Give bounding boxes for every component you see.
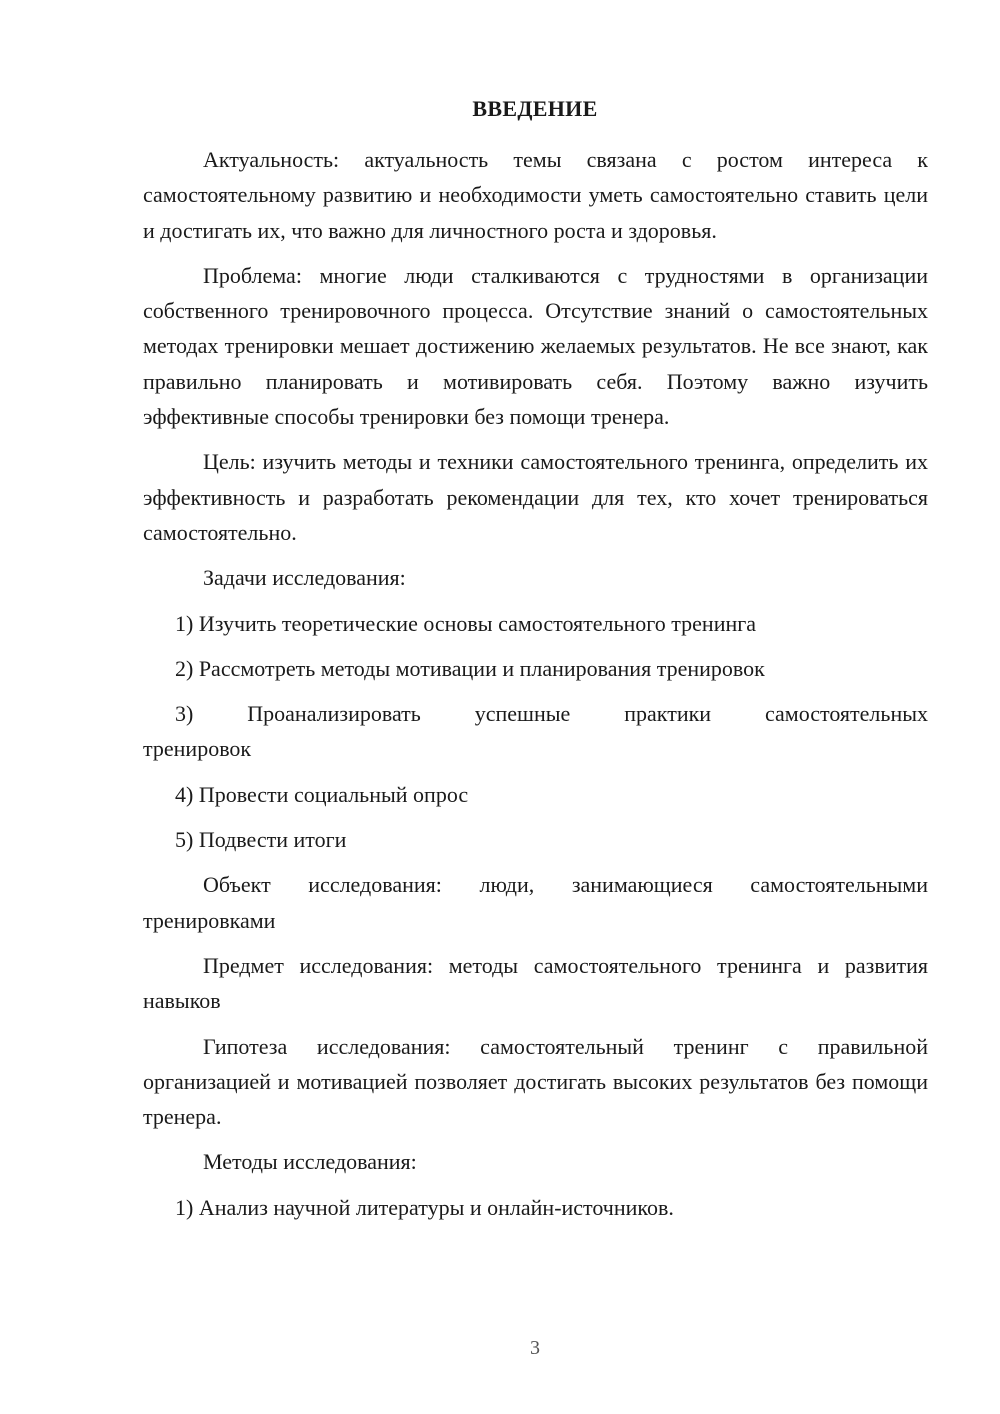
subject-paragraph: Предмет исследования: методы самостоятельного тренинга и развития навыков	[143, 952, 928, 1014]
relevance-paragraph: Актуальность: актуальность темы связана с ростом интереса к самостоятельному развитию и необходимости уметь самостоятельно ставить цели и достигать их, что важно для личностного роста и здоровья.	[143, 147, 928, 243]
list-item: 1) Анализ научной литературы и онлайн-источников.	[175, 1194, 674, 1220]
body-text	[143, 142, 928, 1225]
list-item: 4) Провести социальный опрос	[175, 781, 469, 807]
hypothesis-paragraph: Гипотеза исследования: самостоятельный тренинг с правильной организацией и мотивацией позволяет достигать высоких результатов без помощи тренера.	[143, 1033, 928, 1130]
object-paragraph: Объект исследования: люди, занимающиеся самостоятельными тренировками	[143, 872, 928, 933]
list-item-continuation: тренировок	[143, 736, 252, 762]
page-number: 3	[530, 1337, 540, 1359]
list-item: 1) Изучить теоретические основы самостоятельного тренинга	[175, 610, 757, 636]
list-item: 3) Проанализировать успешные практики самостоятельных	[175, 701, 928, 727]
list-item: 5) Подвести итоги	[175, 827, 347, 853]
methods-label: Методы исследования:	[203, 1149, 417, 1175]
list-item: 2) Рассмотреть методы мотивации и планирования тренировок	[175, 655, 765, 681]
goal-paragraph: Цель: изучить методы и техники самостоятельного тренинга, определить их эффективность и разработать рекомендации для тех, кто хочет тренироваться самостоятельно.	[143, 449, 928, 545]
tasks-label: Задачи исследования:	[203, 565, 406, 591]
problem-paragraph: Проблема: многие люди сталкиваются с трудностями в организации собственного тренировочного процесса. Отсутствие знаний о самостоятельных методах тренировки мешает достижению желаемых результатов. Не все знают, как правильно планировать и мотивировать себя. Поэтому важно изучить эффективные способы тренировки без помощи тренера.	[143, 262, 928, 430]
page-title: ВВЕДЕНИЕ	[472, 96, 598, 121]
